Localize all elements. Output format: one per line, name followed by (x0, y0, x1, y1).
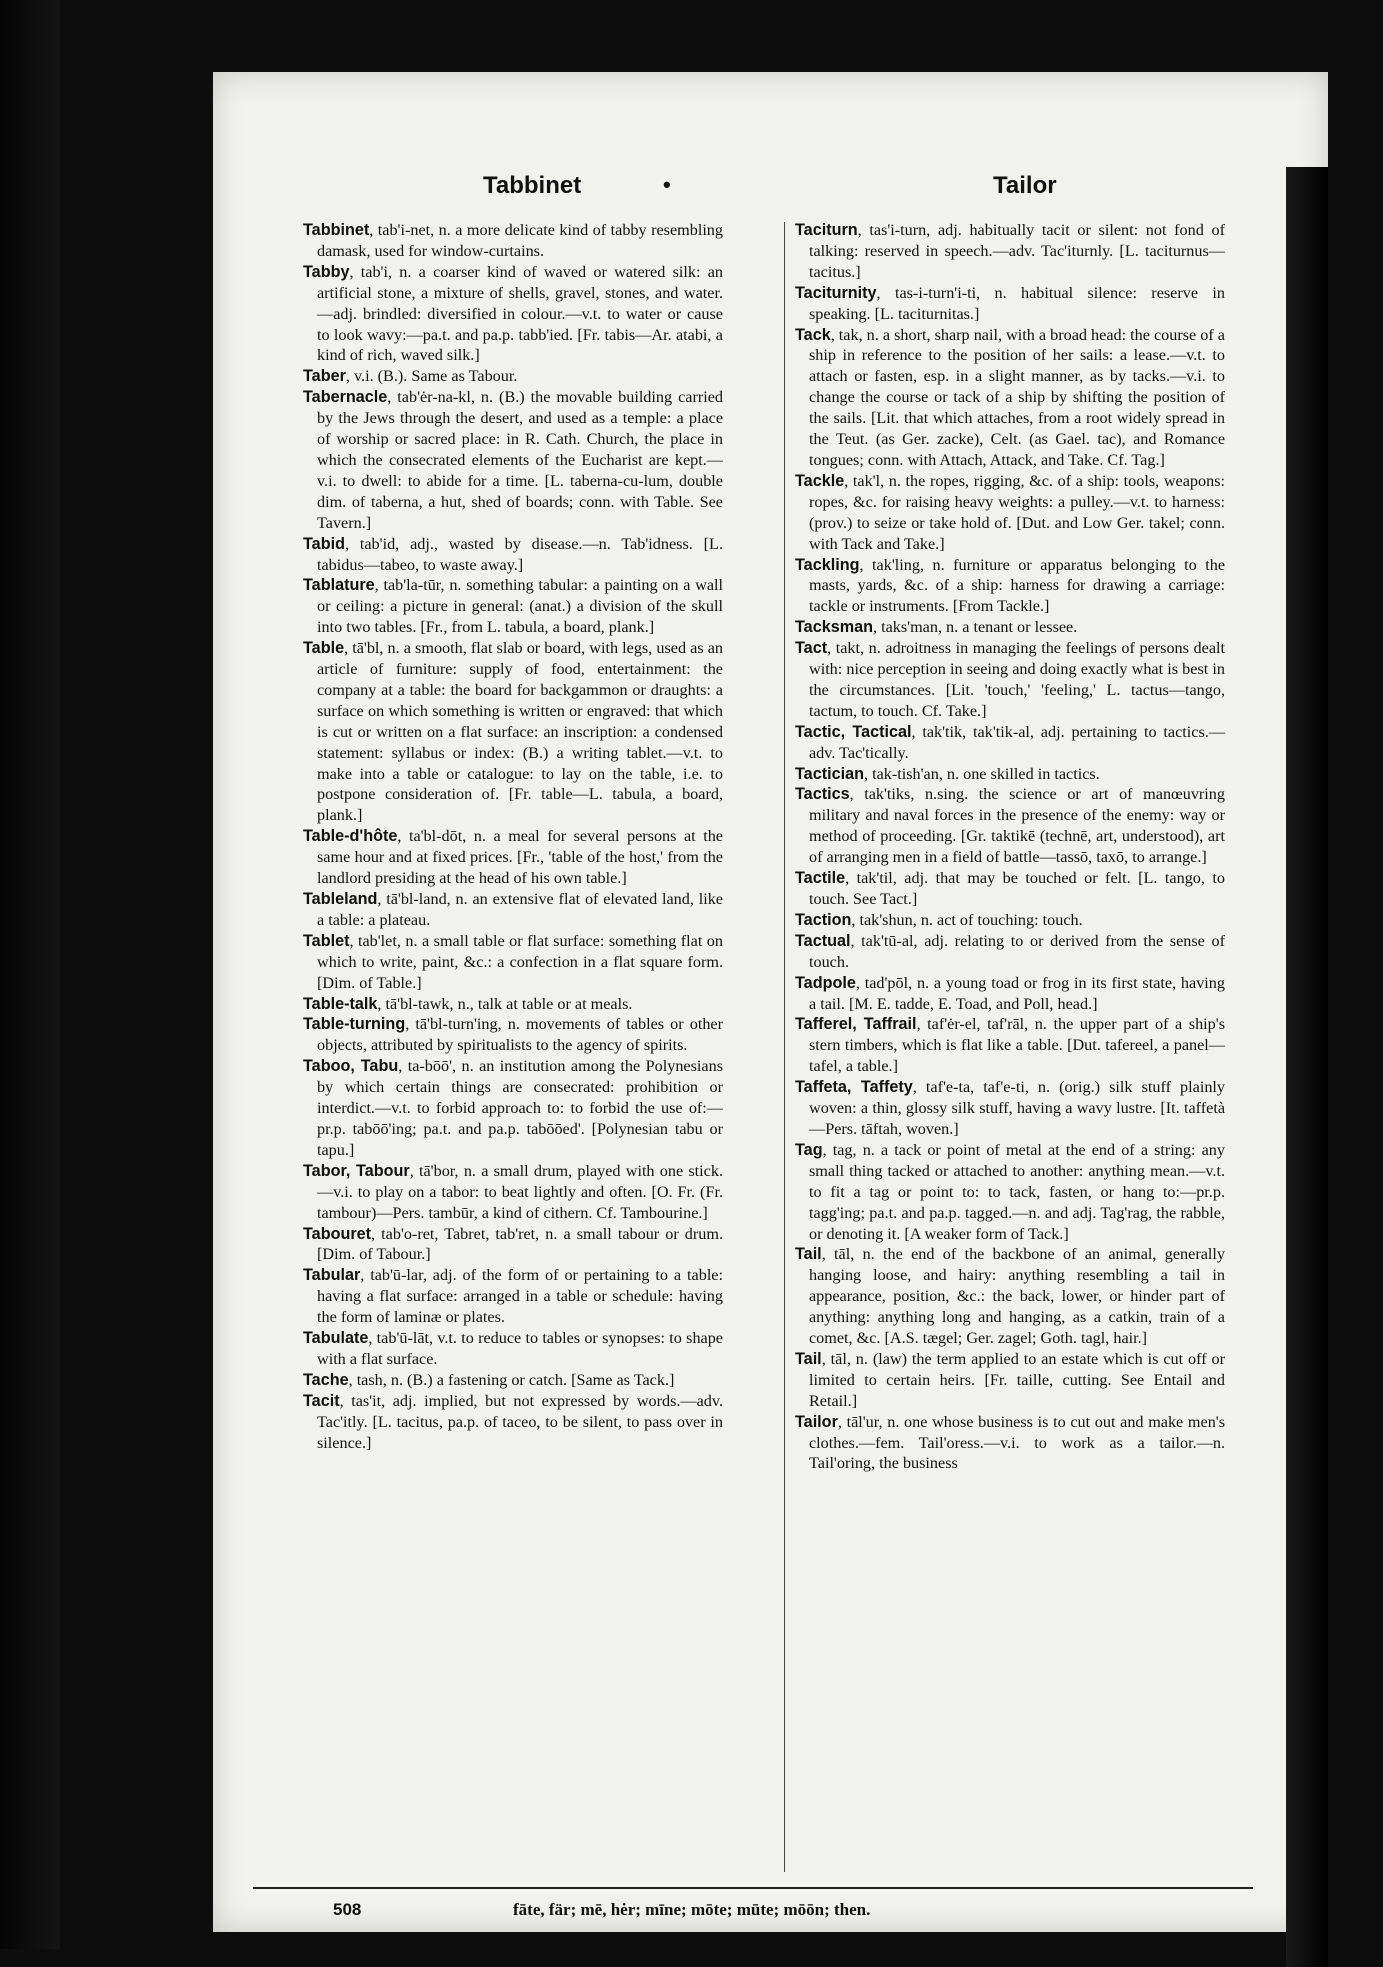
entry-headword: Tadpole (795, 973, 856, 992)
dictionary-entry (303, 889, 723, 931)
dictionary-entry (303, 575, 723, 638)
entry-headword: Tacksman (795, 618, 873, 637)
entry-headword: Tackling (795, 555, 860, 574)
entry-definition: , tak'til, adj. that may be touched or felt. [L. tango, to touch. See Tact.] (809, 869, 1225, 908)
entry-definition: , tā'bl-turn'ing, n. movements of tables or other objects, attributed by spiritualists to the agency of spirits. (317, 1015, 723, 1055)
dictionary-entry (795, 973, 1225, 1015)
page-header (213, 172, 1328, 212)
entry-headword: Tabulate (303, 1329, 369, 1348)
entry-definition: , tak'tik, tak'tik-al, adj. pertaining to tactics.—adv. Tac'tically. (809, 722, 1225, 762)
entry-definition: , taf'ėr-el, taf'rāl, n. the upper part of a ship's stern timbers, which is flat like a table. [Dut. tafereel, a panel—tafel, a table.] (809, 1015, 1225, 1076)
dictionary-entry (795, 764, 1225, 785)
dictionary-entry (795, 471, 1225, 555)
dictionary-entry (303, 534, 723, 576)
entry-headword: Tail (795, 1349, 822, 1368)
entry-definition: , v.i. (B.). Same as Tabour. (345, 367, 518, 386)
entry-headword: Tabby (303, 262, 350, 281)
entry-definition: , tag, n. a tack or point of metal at the end of a string: any small thing tacked or attached to another: anything mean.—v.t. to fit a tag or point to: to tack, fasten, or hang to:—pr.p. tagg'ing; pa.t. and pa.p. tagged.—n. and adj. Tag'rag, the rabble, or denoting it. [A weaker form of Tack.] (809, 1140, 1225, 1243)
left-guide-word: Tabbinet (483, 172, 582, 199)
entry-headword: Tactics (795, 785, 850, 804)
dictionary-entry (303, 1224, 723, 1266)
entry-headword: Tackle (795, 471, 845, 490)
right-column (795, 220, 1225, 1474)
entry-definition: , tash, n. (B.) a fastening or catch. [Same as Tack.] (348, 1370, 675, 1389)
entry-definition: , tā'bl-tawk, n., talk at table or at meals. (377, 994, 633, 1013)
dictionary-entry (795, 868, 1225, 910)
entry-headword: Taction (795, 910, 852, 929)
dictionary-entry (795, 220, 1225, 283)
dictionary-entry (303, 1391, 723, 1454)
entry-definition: , tab'i-net, n. a more delicate kind of tabby resembling damask, used for window-curtains. (317, 221, 723, 260)
entry-definition: , tab'ū-lāt, v.t. to reduce to tables or synopses: to shape with a flat surface. (317, 1329, 723, 1368)
dictionary-entry (795, 283, 1225, 325)
entry-headword: Tack (795, 325, 831, 344)
entry-headword: Tag (795, 1140, 823, 1159)
dictionary-entry (795, 555, 1225, 618)
entry-headword: Tablet (303, 931, 350, 950)
dictionary-entry (303, 387, 723, 533)
dictionary-entry (303, 1328, 723, 1370)
entry-definition: , tāl, n. (law) the term applied to an estate which is cut off or limited to certain heirs. [Fr. taille, cutting. See Entail and Retail.] (809, 1349, 1225, 1410)
dictionary-entry (795, 1140, 1225, 1245)
entry-definition: , taf'e-ta, taf'e-ti, n. (orig.) silk stuff plainly woven: a thin, glossy silk stuff, having a wavy lustre. [It. taffetà—Pers. tāftah, woven.] (809, 1078, 1226, 1138)
entry-definition: , tad'pōl, n. a young toad or frog in its first state, having a tail. [M. E. tadde, E. Toad, and Poll, head.] (809, 973, 1225, 1013)
entry-headword: Table (303, 639, 345, 658)
dictionary-entry (795, 617, 1225, 638)
entry-headword: Taber (303, 367, 346, 386)
entry-headword: Tactic, Tactical (795, 722, 912, 741)
page-number: 508 (333, 1900, 362, 1919)
entry-headword: Tail (795, 1245, 822, 1264)
entry-definition: , tāl, n. the end of the backbone of an animal, generally hanging loose, and hairy: anything resembling a tail in appearance, position, &c.: the back, lower, or hinder part of anything: anything long and hanging, as a catkin, train of a comet, &c. [A.S. tægel; Ger. zagel; Goth. tagl, hair.] (809, 1245, 1225, 1348)
entry-definition: , tak, n. a short, sharp nail, with a broad head: the course of a ship in reference to the position of her sails: a lease.—v.t. to attach or fasten, esp. in a slight manner, as by tacks.—v.i. to change the course or tack of a ship by shifting the position of the sails. [Lit. that which attaches, from a root widely spread in the Teut. (as Ger. zacke), Celt. (as Gael. tac), and Romance tongues; conn. with Attach, Attack, and Take. Cf. Tag.] (809, 325, 1225, 469)
right-guide-word: Tailor (993, 172, 1057, 199)
scan-background (0, 0, 60, 1949)
entry-definition: , tas-i-turn'i-ti, n. habitual silence: reserve in speaking. [L. taciturnitas.] (809, 283, 1225, 323)
dictionary-entry (795, 638, 1225, 722)
entry-headword: Tabid (303, 534, 345, 553)
entry-definition: , tak'tiks, n.sing. the science or art of manœuvring military and naval forces in the presence of the enemy: way or method of proceeding. [Gr. taktikē (technē, art, understood), art of arranging men in a field of battle—tassō, taxō, to arrange.] (809, 785, 1225, 867)
entry-definition: , tak'l, n. the ropes, rigging, &c. of a ship: tools, weapons: ropes, &c. for raising heavy weights: a pulley.—v.t. to harness: (prov.) to seize or take hold of. [Dut. and Low Ger. takel; conn. with Tack and Take.] (809, 471, 1225, 553)
dictionary-entry (795, 1077, 1225, 1140)
entry-definition: , ta-bōō', n. an institution among the Polynesians by which certain things are consecrated: prohibition or interdict.—v.t. to forbid approach to: to forbid the use of:—pr.p. tabōō'ing; pa.t. and pa.p. tabōōed'. [Polynesian tabu or tapu.] (317, 1057, 723, 1159)
entry-definition: , tab'ū-lar, adj. of the form of or pertaining to a table: having a flat surface: arranged in a table or schedule: having the form of laminæ or plates. (317, 1266, 723, 1327)
entry-headword: Tailor (795, 1412, 838, 1431)
entry-headword: Tache (303, 1370, 349, 1389)
dictionary-page (213, 72, 1328, 1932)
column-divider (784, 222, 785, 1872)
dictionary-entry (303, 1056, 723, 1161)
entry-headword: Tablature (303, 576, 375, 595)
entry-headword: Taciturnity (795, 283, 877, 302)
entry-headword: Tabular (303, 1266, 361, 1285)
entry-headword: Taciturn (795, 221, 858, 239)
dictionary-entry (303, 1161, 723, 1224)
entry-headword: Table-turning (303, 1015, 406, 1034)
dictionary-entry (795, 325, 1225, 471)
entry-definition: , tak'shun, n. act of touching: touch. (851, 910, 1083, 929)
entry-headword: Tacit (303, 1391, 340, 1410)
dictionary-entry (303, 1370, 723, 1391)
dictionary-entry (303, 638, 723, 826)
entry-definition: , tak-tish'an, n. one skilled in tactics. (863, 764, 1100, 783)
entry-definition: , tab'ėr-na-kl, n. (B.) the movable building carried by the Jews through the desert, and used as a temple: a place of worship or sacred place: in R. Cath. Church, the place in which the consecrated elements of the Eucharist are kept.—v.i. to dwell: to abide for a time. [L. taberna-cu-lum, double dim. of taberna, a hut, shed of boards; conn. with Table. See Tavern.] (317, 388, 723, 532)
dictionary-entry (303, 994, 723, 1015)
dictionary-entry (795, 784, 1225, 868)
dictionary-entry (303, 1265, 723, 1328)
pronunciation-key: fāte, fär; mē, hėr; mīne; mōte; mūte; mōōn; then. (513, 1900, 871, 1919)
entry-headword: Tabouret (303, 1224, 372, 1243)
dictionary-entry (303, 220, 723, 262)
dictionary-entry (303, 1014, 723, 1056)
entry-headword: Table-d'hôte (303, 827, 398, 846)
entry-headword: Tableland (303, 890, 378, 908)
entry-headword: Tactual (795, 931, 851, 950)
dictionary-entry (795, 1412, 1225, 1475)
entry-headword: Tactician (795, 764, 864, 783)
entry-definition: , taks'man, n. a tenant or lessee. (872, 618, 1078, 637)
entry-definition: , tā'bl-land, n. an extensive flat of elevated land, like a table: a plateau. (317, 890, 723, 929)
dictionary-entry (303, 366, 723, 387)
entry-headword: Tactile (795, 869, 846, 888)
entry-definition: , tab'la-tūr, n. something tabular: a painting on a wall or ceiling: a picture in general: (anat.) a division of the skull into two tables. [Fr., from L. tabula, a board, plank.] (317, 576, 723, 637)
dictionary-entry (795, 931, 1225, 973)
entry-headword: Tabor, Tabour (303, 1161, 410, 1180)
entry-headword: Tact (795, 639, 828, 658)
entry-headword: Table-talk (303, 994, 378, 1013)
dictionary-entry (795, 1349, 1225, 1412)
entry-headword: Taboo, Tabu (303, 1057, 399, 1076)
dictionary-entry (303, 826, 723, 889)
entry-headword: Tabernacle (303, 388, 388, 407)
entry-definition: , tab'id, adj., wasted by disease.—n. Tab'idness. [L. tabidus—tabeo, to waste away.] (317, 534, 723, 574)
dictionary-entry (795, 1014, 1225, 1077)
entry-definition: , tas'i-turn, adj. habitually tacit or silent: not fond of talking: reserved in speech.—adv. Tac'iturnly. [L. taciturnus—tacitus.] (809, 221, 1225, 281)
dictionary-entry (795, 722, 1225, 764)
header-dot: • (663, 172, 671, 197)
entry-definition: , tab'o-ret, Tabret, tab'ret, n. a small tabour or drum. [Dim. of Tabour.] (317, 1224, 723, 1264)
entry-definition: , ta'bl-dōt, n. a meal for several persons at the same hour and at fixed prices. [Fr., 'table of the host,' from the landlord presiding at the head of his own table.] (317, 827, 723, 888)
dictionary-entry (303, 262, 723, 367)
left-column (303, 220, 723, 1453)
entry-definition: , tāl'ur, n. one whose business is to cut out and make men's clothes.—fem. Tail'oress.—v.i. to work as a tailor.—n. Tail'oring, the business (809, 1412, 1225, 1473)
entry-definition: , tak'tū-al, adj. relating to or derived from the sense of touch. (809, 931, 1225, 971)
footer-rule (253, 1887, 1253, 1889)
entry-definition: , takt, n. adroitness in managing the feelings of persons dealt with: nice perception in seeing and doing exactly what is best in the circumstances. [Lit. 'touch,' 'feeling,' L. tactus—tango, tactum, to touch. Cf. Take.] (809, 639, 1225, 720)
entry-definition: , tab'let, n. a small table or flat surface: something flat on which to write, paint, &c.: a confection in a flat square form. [Dim. of Table.] (317, 931, 723, 992)
entry-headword: Taffeta, Taffety (795, 1078, 913, 1097)
entry-headword: Tabbinet (303, 221, 370, 239)
dictionary-entry (795, 1244, 1225, 1349)
entry-definition: , tak'ling, n. furniture or apparatus belonging to the masts, yards, &c. of a ship: harness for drawing a carriage: tackle or instruments. [From Tackle.] (809, 555, 1225, 616)
entry-definition: , tas'it, adj. implied, but not expressed by words.—adv. Tac'itly. [L. tacitus, pa.p. of taceo, to be silent, to pass over in silence.] (317, 1391, 723, 1452)
book-spine-shadow (1286, 167, 1328, 1967)
entry-headword: Tafferel, Taffrail (795, 1015, 917, 1034)
entry-definition: , tā'bor, n. a small drum, played with one stick.—v.i. to play on a tabor: to beat lightly and often. [O. Fr. (Fr. tambour)—Pers. tambūr, a kind of cithern. Cf. Tambourine.] (317, 1161, 723, 1222)
entry-definition: , tab'i, n. a coarser kind of waved or watered silk: an artificial stone, a mixture of shells, gravel, stones, and water.—adj. brindled: diversified in colour.—v.t. to water or cause to look wavy:—pa.t. and pa.p. tabb'ied. [Fr. tabis—Ar. atabi, a kind of rich, waved silk.] (317, 262, 723, 365)
entry-definition: , tā'bl, n. a smooth, flat slab or board, with legs, used as an article of furniture: supply of food, entertainment: the company at a table: the board for backgammon or draughts: a surface on which something is written or engraved: that which is cut or written on a flat surface: an inscription: a condensed statement: syllabus or index: (B.) a writing tablet.—v.t. to make into a table or catalogue: to lay on the table, i.e. to postpone consideration of. [Fr. table—L. tabula, a board, plank.] (317, 639, 723, 825)
dictionary-entry (795, 910, 1225, 931)
dictionary-entry (303, 931, 723, 994)
